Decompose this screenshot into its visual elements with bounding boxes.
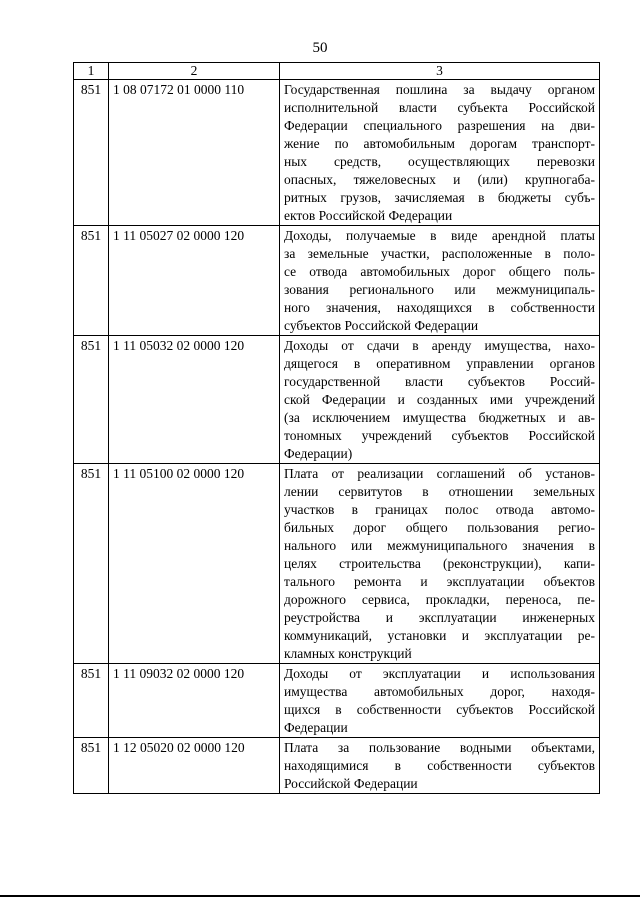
description-line: Государственная пошлина за выдачу органом <box>284 82 595 97</box>
description-line: субъектов Российской Федерации <box>284 318 479 333</box>
budget-codes-table <box>73 62 600 794</box>
description-line: дящегося в оперативном управлении органов <box>284 356 595 371</box>
description-line: жение по автомобильным дорогам транспорт- <box>284 136 595 151</box>
description-line: коммуникаций, установки и эксплуатации ре- <box>284 628 595 643</box>
description-line: Федерации специального разрешения на дви- <box>284 118 595 133</box>
description-line: целях строительства (реконструкции), капи- <box>284 556 595 571</box>
description-line: (за исключением имущества бюджетных и ав- <box>284 410 595 425</box>
admin-code-cell: 851 <box>74 464 109 664</box>
description-line: Российской Федерации <box>284 776 418 791</box>
table-body <box>74 80 600 794</box>
description-cell <box>280 664 600 738</box>
description-line: ного значения, находящихся в собственности <box>284 300 595 315</box>
description-line: ектов Российской Федерации <box>284 208 453 223</box>
description-line: Доходы от сдачи в аренду имущества, нахо- <box>284 338 595 353</box>
classification-code-cell: 1 08 07172 01 0000 110 <box>109 80 280 226</box>
classification-code-cell: 1 11 05100 02 0000 120 <box>109 464 280 664</box>
admin-code-cell: 851 <box>74 226 109 336</box>
description-line: участков в границах полос отвода автомо- <box>284 502 595 517</box>
description-line: Плата за пользование водными объектами, <box>284 740 595 755</box>
column-header-2: 2 <box>109 63 280 80</box>
description-line: опасных, тяжеловесных и (или) крупногаба- <box>284 172 595 187</box>
description-line: Доходы от эксплуатации и использования <box>284 666 595 681</box>
description-line: исполнительной власти субъекта Российской <box>284 100 595 115</box>
description-line: лении сервитутов в отношении земельных <box>284 484 595 499</box>
description-cell <box>280 80 600 226</box>
description-line: государственной власти субъектов Россий- <box>284 374 595 389</box>
table-row <box>74 336 600 464</box>
admin-code-cell: 851 <box>74 664 109 738</box>
description-line: зования регионального или межмуниципаль- <box>284 282 595 297</box>
table-row <box>74 664 600 738</box>
description-line: реустройства и эксплуатации инженерных <box>284 610 595 625</box>
description-line: Федерации) <box>284 446 353 461</box>
description-line: Плата от реализации соглашений об установ- <box>284 466 595 481</box>
description-line: ных средств, осуществляющих перевозки <box>284 154 595 169</box>
description-line: нального или межмуниципального значения в <box>284 538 595 553</box>
table-row <box>74 226 600 336</box>
page-number: 50 <box>312 40 328 56</box>
description-cell <box>280 464 600 664</box>
classification-code-cell: 1 11 09032 02 0000 120 <box>109 664 280 738</box>
column-header-3: 3 <box>280 63 600 80</box>
column-header-1: 1 <box>74 63 109 80</box>
description-line: кламных конструкций <box>284 646 412 661</box>
table-header-row <box>74 63 600 80</box>
description-line: щихся в собственности субъектов Российской <box>284 702 595 717</box>
admin-code-cell: 851 <box>74 80 109 226</box>
classification-code-cell: 1 11 05027 02 0000 120 <box>109 226 280 336</box>
table-row <box>74 464 600 664</box>
description-line: за земельные участки, расположенные в поло- <box>284 246 595 261</box>
description-line: тономных учреждений субъектов Российской <box>284 428 595 443</box>
description-line: ритных грузов, зачисляемая в бюджеты субъ- <box>284 190 595 205</box>
description-line: се отвода автомобильных дорог общего поль- <box>284 264 595 279</box>
description-line: ской Федерации и созданных ими учреждений <box>284 392 595 407</box>
description-line: Доходы, получаемые в виде арендной платы <box>284 228 595 243</box>
admin-code-cell: 851 <box>74 336 109 464</box>
description-line: дорожного сервиса, прокладки, переноса, пе- <box>284 592 595 607</box>
description-cell <box>280 226 600 336</box>
description-cell <box>280 738 600 794</box>
description-cell <box>280 336 600 464</box>
bottom-border-line <box>0 895 640 897</box>
description-line: бильных дорог общего пользования регио- <box>284 520 595 535</box>
description-line: находящимися в собственности субъектов <box>284 758 595 773</box>
admin-code-cell: 851 <box>74 738 109 794</box>
description-line: имущества автомобильных дорог, находя- <box>284 684 595 699</box>
classification-code-cell: 1 12 05020 02 0000 120 <box>109 738 280 794</box>
table-row <box>74 80 600 226</box>
classification-code-cell: 1 11 05032 02 0000 120 <box>109 336 280 464</box>
description-line: Федерации <box>284 720 348 735</box>
description-line: тального ремонта и эксплуатации объектов <box>284 574 595 589</box>
table-row <box>74 738 600 794</box>
